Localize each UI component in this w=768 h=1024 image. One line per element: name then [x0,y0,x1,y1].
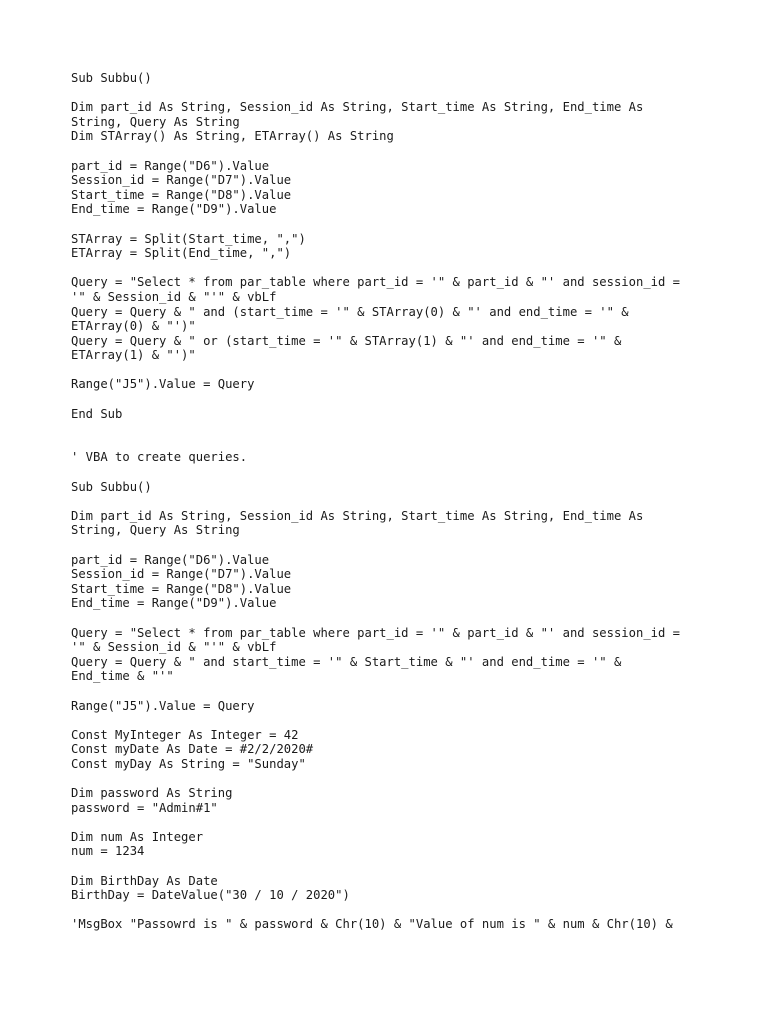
code-line: ' VBA to create queries. [71,450,248,465]
code-line [71,684,711,699]
code-line: String, Query As String [71,523,240,538]
code-line: Dim BirthDay As Date [71,873,218,888]
code-line [71,436,711,451]
code-line [71,713,711,728]
code-line: Dim STArray() As String, ETArray() As String [71,129,394,144]
code-line: Dim part_id As String, Session_id As String, Start_time As String, End_time As [71,508,644,523]
code-line [71,363,711,378]
code-line: ETArray(0) & "')" [71,319,196,334]
code-line: Dim password As String [71,786,233,801]
code-line: Query = "Select * from par_table where part_id = '" & part_id & "' and session_id = [71,275,681,290]
code-line: Session_id = Range("D7").Value [71,173,292,188]
code-line [71,611,711,626]
code-line: part_id = Range("D6").Value [71,158,270,173]
code-line [71,392,711,407]
code-line [71,494,711,509]
code-line: '" & Session_id & "'" & vbLf [71,289,277,304]
code-line: STArray = Split(Start_time, ",") [71,231,306,246]
code-line: Dim num As Integer [71,829,204,844]
code-line: Start_time = Range("D8").Value [71,187,292,202]
code-line: Query = Query & " and (start_time = '" & STArray(0) & "' and end_time = '" & [71,304,629,319]
code-line [71,772,711,787]
code-line [71,903,711,918]
code-line [71,465,711,480]
code-line [71,86,711,101]
code-line: part_id = Range("D6").Value [71,552,270,567]
code-line [71,538,711,553]
code-line: ETArray = Split(End_time, ",") [71,246,292,261]
code-line [71,261,711,276]
code-line: Range("J5").Value = Query [71,377,255,392]
code-line [71,815,711,830]
code-line: End_time = Range("D9").Value [71,202,277,217]
code-line: Const myDate As Date = #2/2/2020# [71,742,314,757]
code-line: Dim part_id As String, Session_id As String, Start_time As String, End_time As [71,100,644,115]
vba-code-block [71,71,711,932]
code-line: Range("J5").Value = Query [71,698,255,713]
code-line: password = "Admin#1" [71,800,218,815]
code-line: End Sub [71,406,123,421]
code-line: 'MsgBox "Passowrd is " & password & Chr(10) & "Value of num is " & num & Chr(10) & [71,917,673,932]
code-line: BirthDay = DateValue("30 / 10 / 2020") [71,888,350,903]
code-line: Query = "Select * from par_table where part_id = '" & part_id & "' and session_id = [71,625,681,640]
code-line: Query = Query & " and start_time = '" & Start_time & "' and end_time = '" & [71,654,622,669]
code-line: ETArray(1) & "')" [71,348,196,363]
code-line: num = 1234 [71,844,145,859]
code-line: '" & Session_id & "'" & vbLf [71,640,277,655]
code-line [71,421,711,436]
code-line: Session_id = Range("D7").Value [71,567,292,582]
code-line: Const myDay As String = "Sunday" [71,756,306,771]
code-line: End_time = Range("D9").Value [71,596,277,611]
code-line: Start_time = Range("D8").Value [71,581,292,596]
code-line [71,859,711,874]
code-line: End_time & "'" [71,669,174,684]
code-line: Sub Subbu() [71,479,152,494]
code-line: Const MyInteger As Integer = 42 [71,727,299,742]
code-line: Query = Query & " or (start_time = '" & STArray(1) & "' and end_time = '" & [71,333,622,348]
code-line: String, Query As String [71,114,240,129]
code-line [71,144,711,159]
code-line [71,217,711,232]
code-line: Sub Subbu() [71,71,152,85]
